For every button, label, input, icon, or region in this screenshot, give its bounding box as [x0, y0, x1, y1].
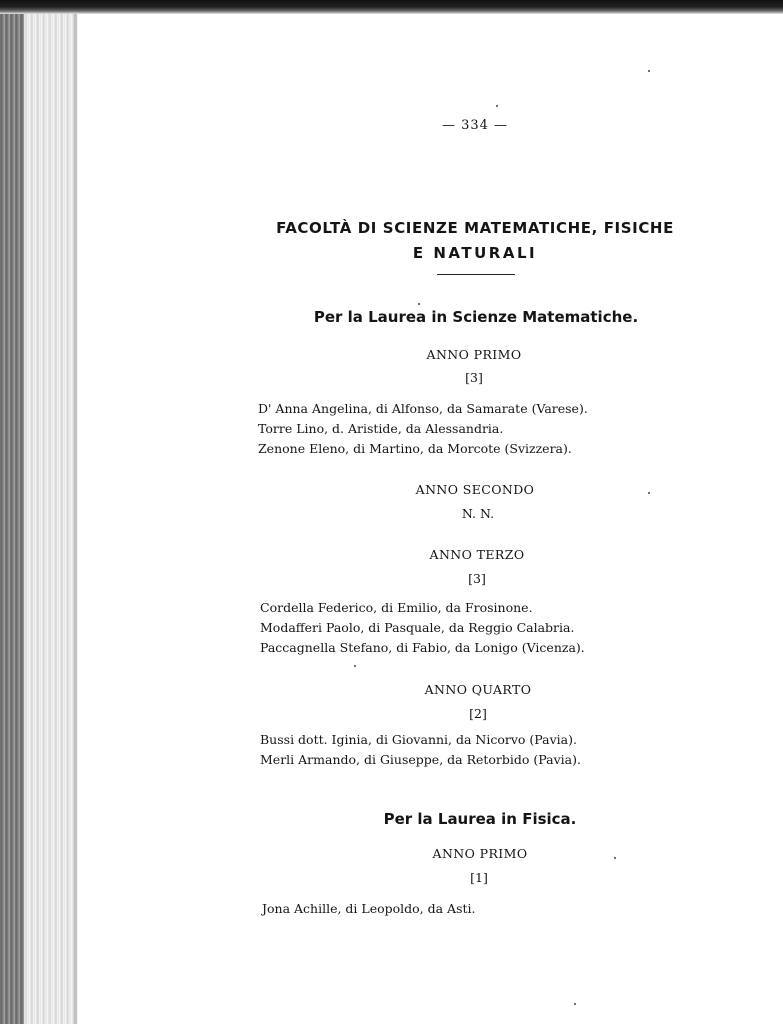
scan-speck	[574, 1003, 576, 1005]
faculty-title	[240, 216, 710, 266]
student-entry: Jona Achille, di Leopoldo, da Asti.	[262, 901, 476, 916]
scan-speck	[496, 105, 498, 107]
scan-speck	[418, 303, 420, 305]
section-heading-matematiche: Per la Laurea in Scienze Matematiche.	[313, 308, 639, 326]
student-list	[260, 598, 585, 658]
scan-speck	[648, 492, 650, 494]
student-entry: D' Anna Angelina, di Alfonso, da Samarate (Varese).	[258, 401, 588, 416]
year-heading: ANNO TERZO	[429, 547, 525, 562]
page-number: — 334 —	[441, 118, 509, 133]
year-heading: ANNO QUARTO	[424, 682, 532, 697]
student-entry: Bussi dott. Iginia, di Giovanni, da Nicorvo (Pavia).	[260, 732, 577, 747]
section-heading-fisica: Per la Laurea in Fisica.	[383, 810, 577, 828]
student-entry: Merli Armando, di Giuseppe, da Retorbido (Pavia).	[260, 752, 581, 767]
student-entry: Torre Lino, d. Aristide, da Alessandria.	[258, 421, 504, 436]
binding-shadow	[0, 0, 24, 1024]
faculty-title-line2: E NATURALI	[412, 244, 538, 262]
year-count: [3]	[468, 571, 486, 586]
student-list	[258, 399, 588, 459]
student-entry: Cordella Federico, di Emilio, da Frosinone.	[260, 600, 533, 615]
year-count: [1]	[470, 870, 488, 885]
year-count: [3]	[465, 370, 483, 385]
student-entry: Zenone Eleno, di Martino, da Morcote (Svizzera).	[258, 441, 572, 456]
year-heading: ANNO PRIMO	[432, 846, 528, 861]
student-list	[262, 899, 476, 919]
student-entry: Modafferi Paolo, di Pasquale, da Reggio Calabria.	[260, 620, 575, 635]
student-list	[260, 730, 581, 770]
scan-top-border	[0, 0, 783, 14]
faculty-title-line1: FACOLTÀ DI SCIENZE MATEMATICHE, FISICHE	[276, 219, 674, 237]
student-entry: Paccagnella Stefano, di Fabio, da Lonigo (Vicenza).	[260, 640, 585, 655]
scan-speck	[648, 70, 650, 72]
year-count: [2]	[469, 706, 487, 721]
year-count: N. N.	[461, 506, 495, 521]
scan-speck	[614, 857, 616, 859]
year-heading: ANNO SECONDO	[415, 482, 535, 497]
year-heading: ANNO PRIMO	[426, 347, 522, 362]
title-divider	[437, 274, 515, 275]
page-fold	[74, 0, 77, 1024]
scan-speck	[354, 665, 356, 667]
